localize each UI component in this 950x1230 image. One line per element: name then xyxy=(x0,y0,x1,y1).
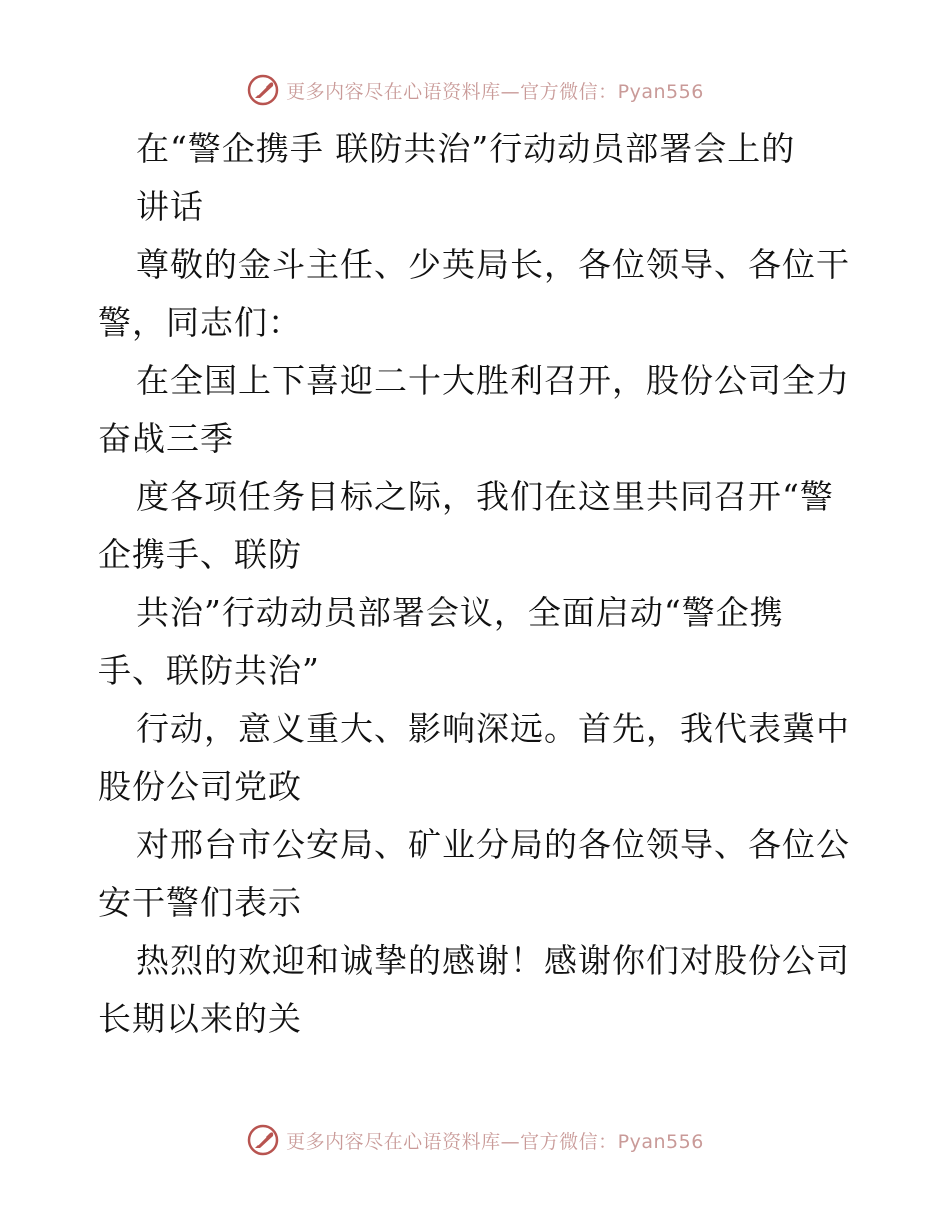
body-line-5: 共治”行动动员部署会议，全面启动“警企携 xyxy=(136,593,784,632)
body-line-2: 奋战三季 xyxy=(98,419,234,458)
footer-watermark xyxy=(0,1120,950,1160)
body-line-11: 热烈的欢迎和诚挚的感谢！感谢你们对股份公司 xyxy=(136,941,850,980)
document-body xyxy=(98,120,858,1048)
body-line-12: 长期以来的关 xyxy=(98,999,302,1038)
body-line-8: 股份公司党政 xyxy=(98,767,302,806)
watermark-text: 更多内容尽在心语资料库—官方微信：Pyan556 xyxy=(286,80,704,103)
watermark-text: 更多内容尽在心语资料库—官方微信：Pyan556 xyxy=(286,1130,704,1153)
body-line-10: 安干警们表示 xyxy=(98,883,302,922)
body-line-7: 行动，意义重大、影响深远。首先，我代表冀中 xyxy=(136,709,850,748)
salutation-line-2: 警，同志们： xyxy=(98,303,302,342)
title-line-1: 在“警企携手 联防共治”行动动员部署会上的 xyxy=(136,129,796,168)
body-line-4: 企携手、联防 xyxy=(98,535,302,574)
feather-circle-icon xyxy=(246,1123,280,1157)
title-line-2: 讲话 xyxy=(136,187,204,226)
body-line-1: 在全国上下喜迎二十大胜利召开，股份公司全力 xyxy=(136,361,850,400)
salutation-line-1: 尊敬的金斗主任、少英局长，各位领导、各位干 xyxy=(136,245,850,284)
body-line-6: 手、联防共治” xyxy=(98,651,320,690)
header-watermark xyxy=(0,70,950,110)
feather-circle-icon xyxy=(246,73,280,107)
body-line-3: 度各项任务目标之际，我们在这里共同召开“警 xyxy=(136,477,834,516)
body-line-9: 对邢台市公安局、矿业分局的各位领导、各位公 xyxy=(136,825,850,864)
